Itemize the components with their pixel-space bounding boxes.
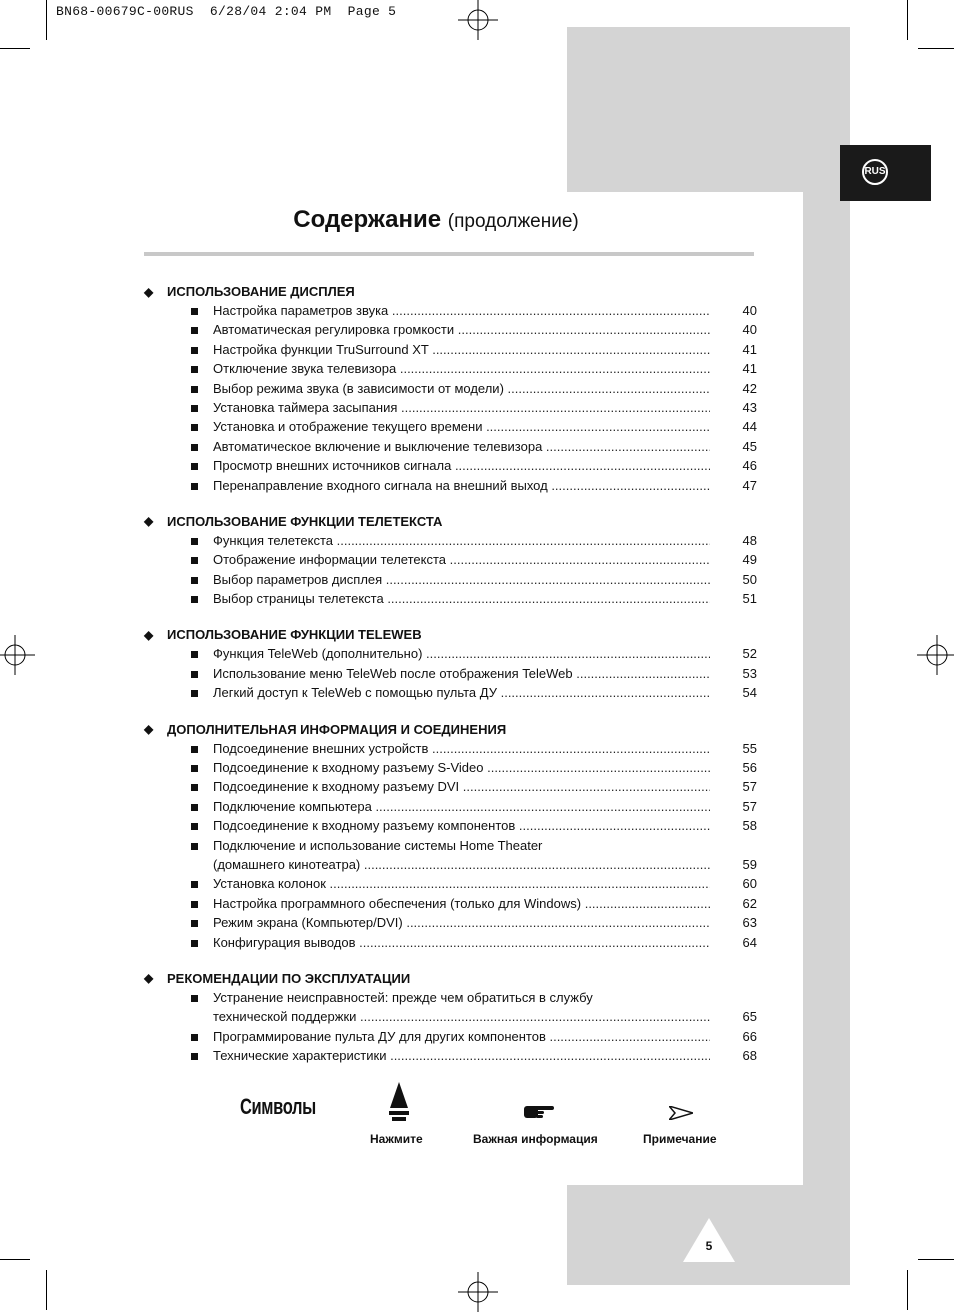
entry-page-number: 63 [742,915,757,931]
entry-page-number: 44 [742,419,757,435]
square-bullet-icon [191,995,198,1002]
diamond-bullet-icon: ◆ [144,514,154,529]
entry-text: Подсоединение к входному разъему компонентов ..... [213,816,710,835]
square-bullet-icon [191,784,198,791]
square-bullet-icon [191,327,198,334]
square-bullet-icon [191,843,198,850]
press-icon [386,1082,412,1124]
gray-panel-top [567,27,850,192]
title-sub: (продолжение) [447,211,579,232]
entry-text: Подключение компьютера ..... [213,797,710,816]
section-heading-text: ИСПОЛЬЗОВАНИЕ ФУНКЦИИ TELEWEB [167,627,422,643]
square-bullet-icon [191,483,198,490]
entry-text: Функция телетекста ..... [213,531,710,550]
entry-text: Программирование пульта ДУ для других компонентов ..... [213,1027,710,1046]
square-bullet-icon [191,308,198,315]
crop-mark [0,48,30,49]
toc-entry [144,359,764,378]
entry-page-number: 57 [742,798,757,814]
entry-text: Установка и отображение текущего времени ..... [213,417,710,436]
entry-text: Устранение неисправностей: прежде чем обратиться в службу [213,989,593,1005]
square-bullet-icon [191,1053,198,1060]
entry-text: Отключение звука телевизора ..... [213,359,710,378]
toc-entry [144,777,764,796]
toc-entry [144,988,764,1007]
gray-panel-right [803,192,850,1185]
entry-text: Автоматическая регулировка громкости ..... [213,320,710,339]
square-bullet-icon [191,386,198,393]
section-heading-text: ДОПОЛНИТЕЛЬНАЯ ИНФОРМАЦИЯ И СОЕДИНЕНИЯ [167,721,507,737]
toc-entry [144,874,764,893]
square-bullet-icon [191,557,198,564]
toc-entry [144,644,764,663]
square-bullet-icon [191,463,198,470]
square-bullet-icon [191,366,198,373]
entry-page-number: 56 [742,760,757,776]
square-bullet-icon [191,690,198,697]
entry-page-number: 43 [742,399,757,415]
entry-page-number: 60 [742,876,757,892]
entry-page-number: 59 [742,856,757,872]
entry-page-number: 41 [742,361,757,377]
entry-text: Подсоединение к входному разъему DVI ..... [213,777,710,796]
diamond-bullet-icon: ◆ [144,971,154,986]
entry-text: Установка колонок ..... [213,874,710,893]
crop-mark [918,48,954,49]
entry-page-number: 50 [742,571,757,587]
entry-text-continuation: технической поддержки ..... [213,1007,710,1026]
entry-text: Подключение и использование системы Home Theater [213,837,543,853]
toc-entry [144,476,764,495]
diamond-bullet-icon: ◆ [144,627,154,642]
page-number: 5 [705,1239,713,1253]
toc-section [144,512,764,609]
entry-page-number: 62 [742,895,757,911]
symbols-title: Символы [240,1094,316,1119]
toc-entry [144,379,764,398]
entry-page-number: 52 [742,646,757,662]
entry-text: Отображение информации телетекста ..... [213,550,710,569]
crop-mark [918,1259,954,1260]
entry-page-number: 66 [742,1028,757,1044]
square-bullet-icon [191,901,198,908]
toc-entry [144,320,764,339]
entry-text: Режим экрана (Компьютер/DVI) ..... [213,913,710,932]
section-heading [144,720,764,739]
entry-text: Подсоединение внешних устройств ..... [213,739,710,758]
toc-entry [144,836,764,855]
toc-entry [144,739,764,758]
square-bullet-icon [191,424,198,431]
toc-section [144,969,764,1066]
section-heading [144,282,764,301]
square-bullet-icon [191,671,198,678]
square-bullet-icon [191,823,198,830]
toc-entry-continuation [144,855,764,874]
registration-mark-icon [458,0,498,40]
print-slug: BN68-00679C-00RUS 6/28/04 2:04 PM Page 5 [56,4,397,19]
toc-entry [144,664,764,683]
diamond-bullet-icon: ◆ [144,284,154,299]
toc-entry [144,301,764,320]
section-heading-text: ИСПОЛЬЗОВАНИЕ ФУНКЦИИ ТЕЛЕТЕКСТА [167,513,443,529]
square-bullet-icon [191,538,198,545]
toc-entry [144,531,764,550]
title-underline [144,252,754,256]
toc-entry [144,894,764,913]
toc-entry [144,437,764,456]
square-bullet-icon [191,651,198,658]
square-bullet-icon [191,347,198,354]
entry-page-number: 55 [742,740,757,756]
entry-text: Установка таймера засыпания ..... [213,398,710,417]
square-bullet-icon [191,804,198,811]
section-heading-text: РЕКОМЕНДАЦИИ ПО ЭКСПЛУАТАЦИИ [167,970,411,986]
entry-page-number: 65 [742,1009,757,1025]
toc-entry [144,933,764,952]
symbol-label: Нажмите [370,1132,423,1146]
toc-entry [144,816,764,835]
toc-section [144,720,764,952]
entry-page-number: 47 [742,477,757,493]
toc-section [144,625,764,702]
pointing-hand-icon [524,1102,556,1120]
entry-page-number: 64 [742,934,757,950]
entry-page-number: 41 [742,341,757,357]
entry-page-number: 40 [742,303,757,318]
registration-mark-icon [458,1272,498,1312]
entry-text: Конфигурация выводов ..... [213,933,710,952]
entry-text: Просмотр внешних источников сигнала ..... [213,456,710,475]
crop-mark [46,0,47,40]
square-bullet-icon [191,577,198,584]
arrow-note-icon [669,1106,693,1120]
page-title [0,206,872,234]
entry-text: Выбор страницы телетекста ..... [213,589,710,608]
registration-mark-icon [0,635,35,675]
toc-entry [144,589,764,608]
diamond-bullet-icon: ◆ [144,722,154,737]
toc-entry [144,1046,764,1065]
toc-entry [144,758,764,777]
section-heading [144,512,764,531]
square-bullet-icon [191,920,198,927]
square-bullet-icon [191,940,198,947]
title-main: Содержание [293,206,442,233]
toc-entry [144,1027,764,1046]
toc-entry [144,398,764,417]
entry-page-number: 45 [742,438,757,454]
entry-text: Выбор режима звука (в зависимости от модели) ..... [213,379,710,398]
entry-page-number: 48 [742,532,757,548]
registration-mark-icon [917,635,954,675]
entry-page-number: 46 [742,458,757,474]
entry-text: Технические характеристики ..... [213,1046,710,1065]
crop-mark [907,0,908,40]
table-of-contents [144,282,764,1083]
crop-mark [0,1259,30,1260]
entry-text: Перенаправление входного сигнала на внешний выход ..... [213,476,710,495]
entry-page-number: 54 [742,685,757,701]
entry-text: Настройка параметров звука ..... [213,301,710,320]
toc-entry [144,797,764,816]
entry-text: Подсоединение к входному разъему S-Video ..... [213,758,710,777]
crop-mark [907,1270,908,1310]
toc-section [144,282,764,495]
entry-page-number: 42 [742,380,757,396]
entry-text: Выбор параметров дисплея ..... [213,570,710,589]
entry-text: Настройка функции TruSurround XT ..... [213,340,710,359]
square-bullet-icon [191,1034,198,1041]
entry-page-number: 40 [742,322,757,338]
square-bullet-icon [191,596,198,603]
square-bullet-icon [191,765,198,772]
toc-entry [144,340,764,359]
entry-text: Настройка программного обеспечения (только для Windows) ..... [213,894,710,913]
square-bullet-icon [191,746,198,753]
toc-entry-continuation [144,1007,764,1026]
language-badge: RUS [862,159,888,185]
entry-text: Легкий доступ к TeleWeb с помощью пульта ДУ ..... [213,683,710,702]
entry-page-number: 58 [742,818,757,834]
entry-page-number: 53 [742,665,757,681]
toc-entry [144,417,764,436]
toc-entry [144,456,764,475]
section-heading-text: ИСПОЛЬЗОВАНИЕ ДИСПЛЕЯ [167,284,355,299]
entry-text: Автоматическое включение и выключение телевизора ..... [213,437,710,456]
language-tab [840,145,931,201]
toc-entry [144,550,764,569]
square-bullet-icon [191,405,198,412]
section-heading [144,625,764,644]
entry-page-number: 51 [742,591,757,607]
toc-entry [144,683,764,702]
symbol-label: Важная информация [473,1132,598,1146]
entry-page-number: 49 [742,552,757,568]
square-bullet-icon [191,444,198,451]
section-heading [144,969,764,988]
crop-mark [46,1270,47,1310]
entry-text: Функция TeleWeb (дополнительно) ..... [213,644,710,663]
toc-entry [144,570,764,589]
entry-text-continuation: (домашнего кинотеатра) ..... [213,855,710,874]
toc-entry [144,913,764,932]
entry-text: Использование меню TeleWeb после отображения TeleWeb ..... [213,664,710,683]
symbol-label: Примечание [643,1132,717,1146]
entry-page-number: 57 [742,779,757,795]
square-bullet-icon [191,881,198,888]
entry-page-number: 68 [742,1048,757,1064]
